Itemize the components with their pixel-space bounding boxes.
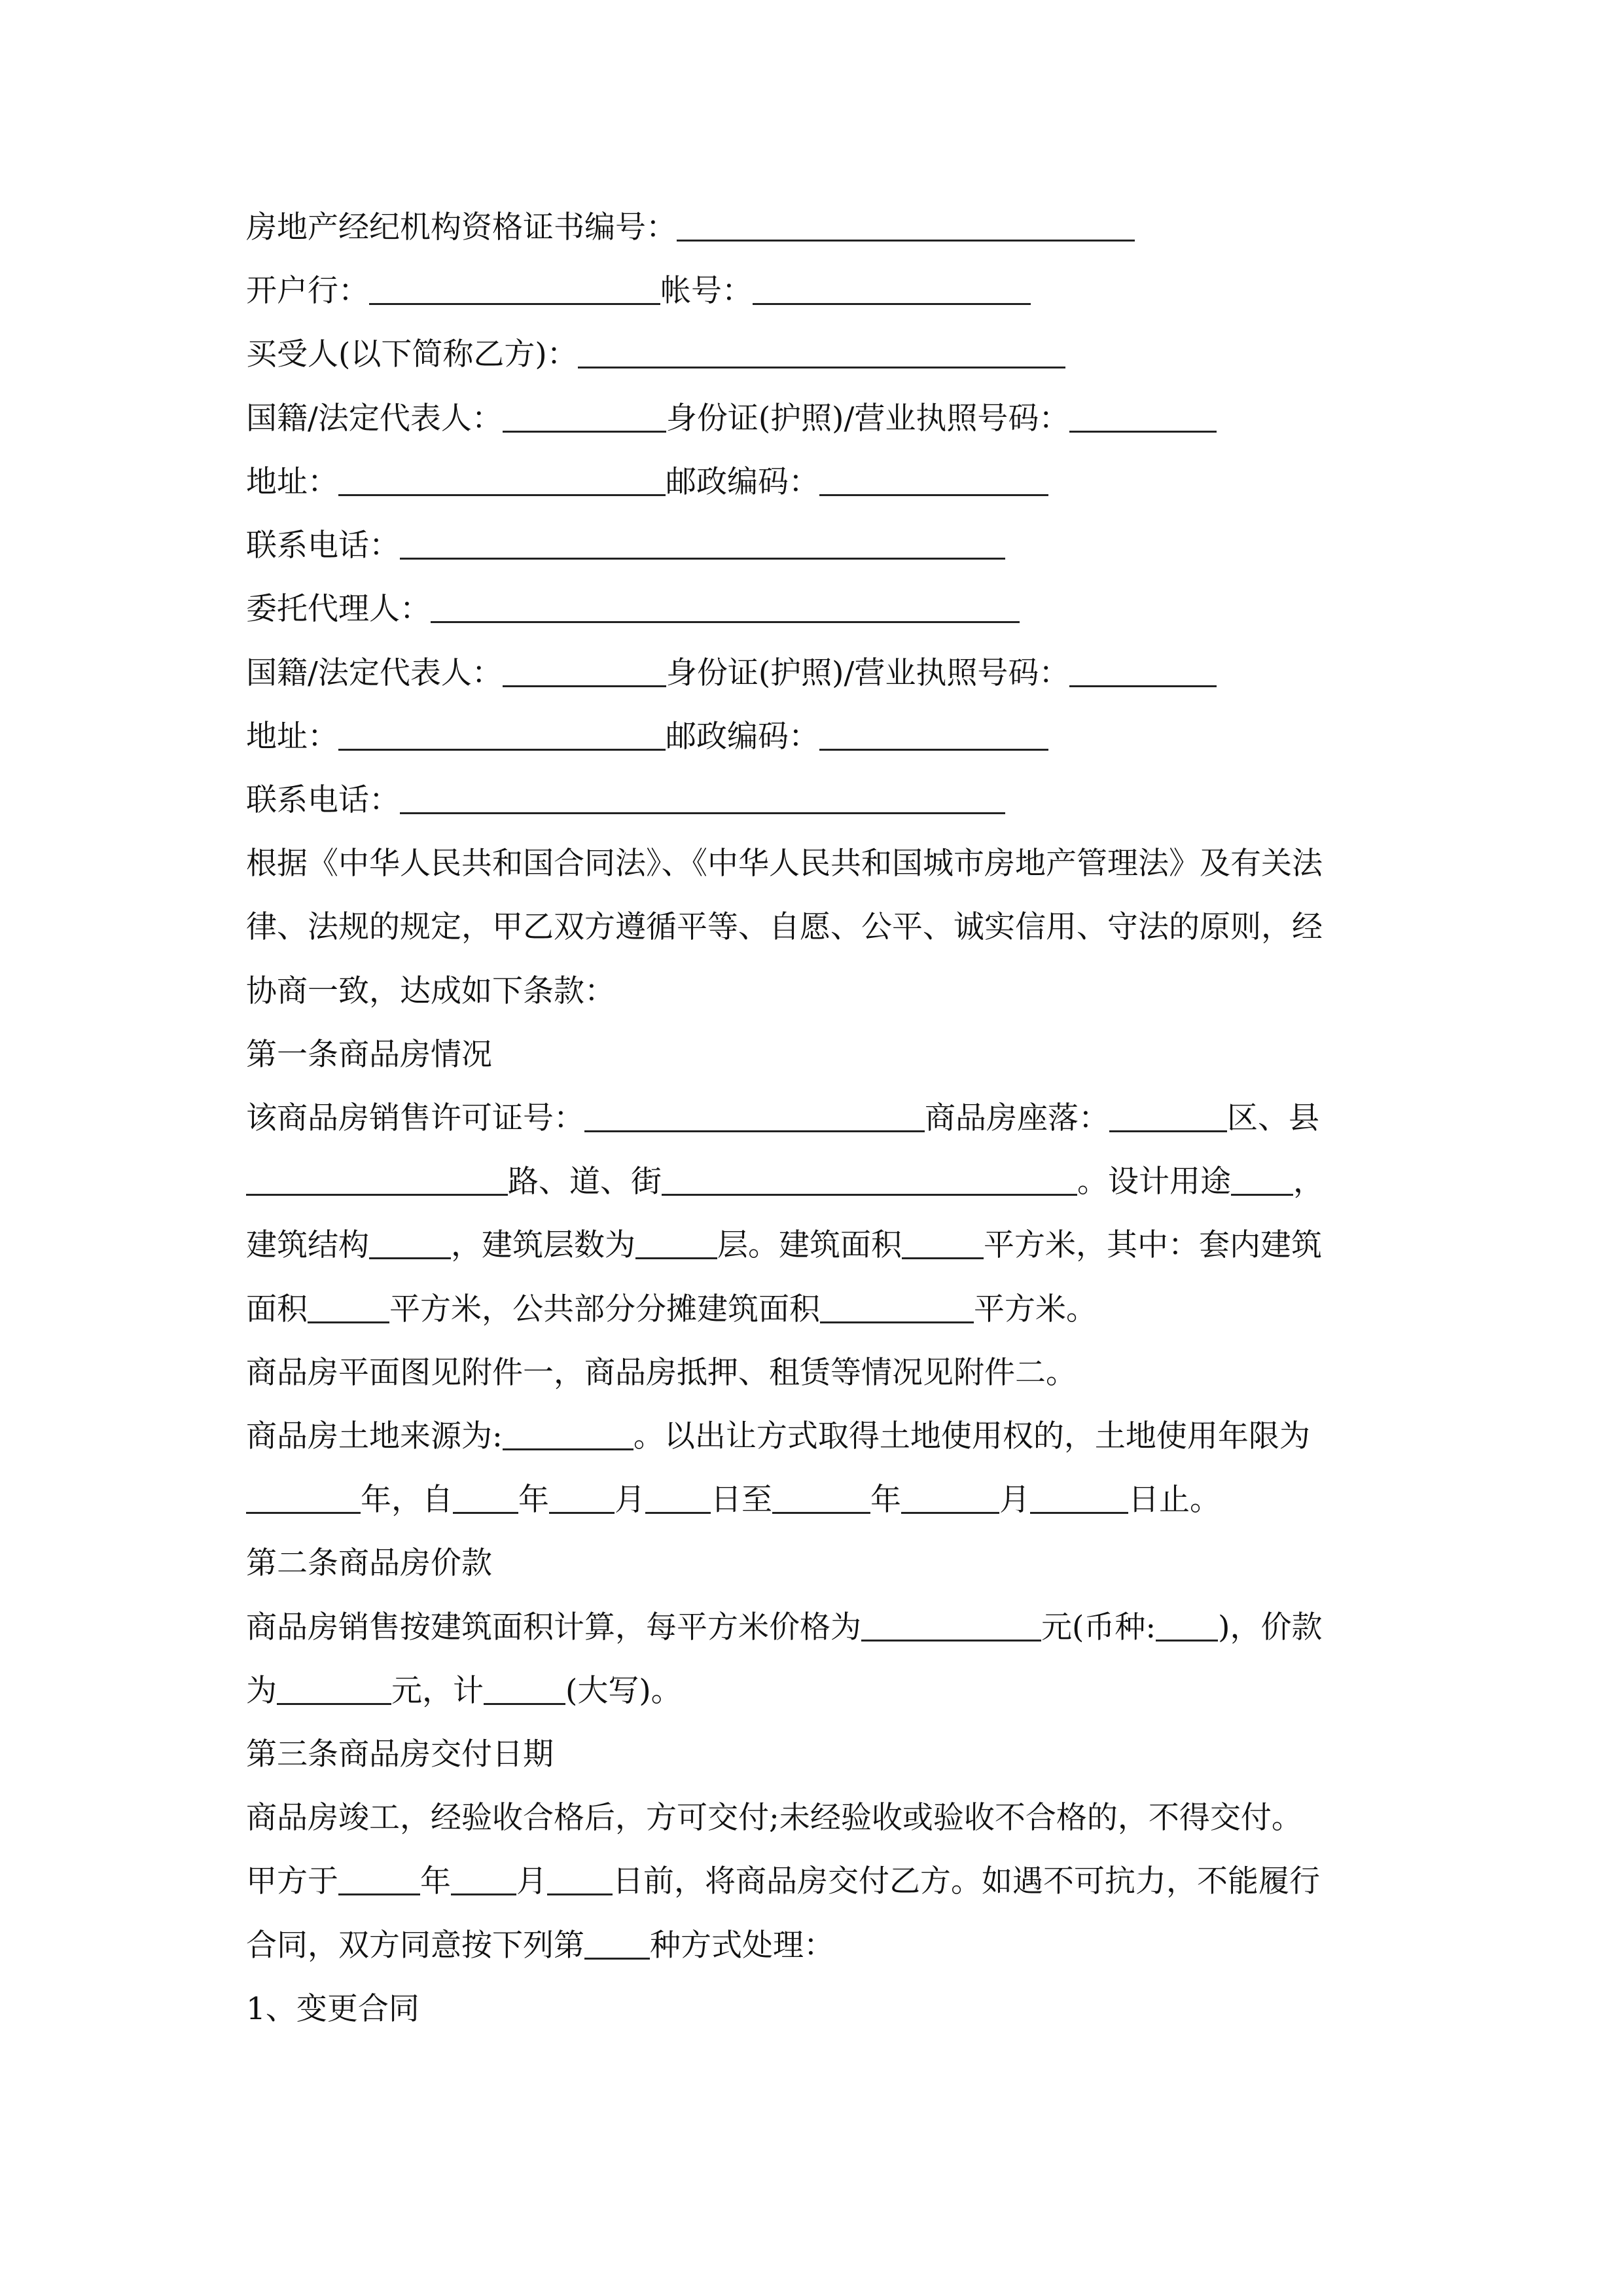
line-text: 协商一致，达成如下条款：: [246, 973, 615, 1009]
line-text: 帐号：: [660, 273, 753, 309]
line-text: 平方米，其中：套内建筑: [984, 1227, 1322, 1263]
text-line: [246, 590, 1378, 629]
line-text: 联系电话：: [246, 528, 400, 564]
line-text: 邮政编码：: [666, 464, 819, 500]
line-text: 日前，将商品房交付乙方。如遇不可抗力，不能履行: [613, 1863, 1320, 1899]
text-line: [246, 1417, 1378, 1456]
fill-in-blank[interactable]: [503, 656, 666, 687]
fill-in-blank[interactable]: [645, 1483, 711, 1514]
text-line: [246, 844, 1378, 884]
fill-in-blank[interactable]: [549, 1483, 615, 1514]
fill-in-blank[interactable]: [246, 1483, 361, 1514]
line-text: 路、道、街: [508, 1164, 662, 1200]
line-text: 为: [246, 1673, 277, 1709]
fill-in-blank[interactable]: [584, 1929, 650, 1960]
list-item: [246, 1990, 1378, 2029]
fill-in-blank[interactable]: [308, 1293, 389, 1323]
line-text: 1、变更合同: [246, 1991, 419, 2027]
line-text: 。以出让方式取得土地使用权的，土地使用年限为: [633, 1418, 1310, 1454]
fill-in-blank[interactable]: [1231, 1165, 1293, 1196]
line-text: 区、县: [1227, 1100, 1319, 1136]
line-text: 根据《中华人民共和国合同法》、《中华人民共和国城市房地产管理法》及有关法: [246, 846, 1323, 882]
text-line: [246, 1290, 1378, 1329]
line-text: 面积: [246, 1291, 308, 1327]
fill-in-blank[interactable]: [400, 783, 1005, 814]
text-line: [246, 1672, 1378, 1711]
line-text: 地址：: [246, 719, 338, 755]
line-text: 月: [615, 1482, 645, 1518]
line-text: 元，计: [391, 1673, 484, 1709]
fill-in-blank[interactable]: [484, 1674, 565, 1705]
fill-in-blank[interactable]: [503, 402, 666, 433]
line-text: 商品房座落：: [925, 1100, 1109, 1136]
section-heading: [246, 1035, 1378, 1075]
line-text: 国籍/法定代表人：: [246, 655, 503, 691]
line-text: 地址：: [246, 464, 338, 500]
line-text: 日止。: [1128, 1482, 1221, 1518]
fill-in-blank[interactable]: [662, 1165, 1077, 1196]
line-text: 委托代理人：: [246, 591, 431, 627]
fill-in-blank[interactable]: [578, 338, 1065, 368]
line-text: 合同，双方同意按下列第: [246, 1928, 584, 1964]
fill-in-blank[interactable]: [369, 1229, 451, 1259]
line-text: 开户行：: [246, 273, 369, 309]
fill-in-blank[interactable]: [547, 1865, 613, 1895]
text-line: [246, 781, 1378, 820]
fill-in-blank[interactable]: [431, 592, 1020, 623]
fill-in-blank[interactable]: [338, 465, 666, 496]
text-line: [246, 526, 1378, 565]
fill-in-blank[interactable]: [1030, 1483, 1128, 1514]
text-line: [246, 463, 1378, 502]
text-line: [246, 972, 1378, 1011]
line-text: 年: [518, 1482, 549, 1518]
line-text: 第三条商品房交付日期: [246, 1736, 554, 1772]
line-text: 月: [516, 1863, 547, 1899]
text-line: [246, 1799, 1378, 1838]
fill-in-blank[interactable]: [1069, 402, 1217, 433]
fill-in-blank[interactable]: [635, 1229, 717, 1259]
fill-in-blank[interactable]: [453, 1483, 518, 1514]
line-text: 月: [999, 1482, 1030, 1518]
text-line: [246, 654, 1378, 693]
text-line: [246, 1099, 1378, 1138]
fill-in-blank[interactable]: [338, 720, 666, 751]
fill-in-blank[interactable]: [1156, 1611, 1218, 1641]
fill-in-blank[interactable]: [338, 1865, 420, 1895]
fill-in-blank[interactable]: [451, 1865, 516, 1895]
text-line: [246, 1226, 1378, 1265]
line-text: 元(币种:: [1041, 1609, 1156, 1645]
text-line: [246, 1354, 1378, 1393]
line-text: 年: [870, 1482, 901, 1518]
line-text: 商品房土地来源为:: [246, 1418, 503, 1454]
line-text: 律、法规的规定，甲乙双方遵循平等、自愿、公平、诚实信用、守法的原则，经: [246, 909, 1323, 945]
line-text: 买受人(以下简称乙方)：: [246, 336, 578, 372]
fill-in-blank[interactable]: [503, 1420, 633, 1450]
text-line: [246, 1480, 1378, 1520]
section-heading: [246, 1544, 1378, 1583]
fill-in-blank[interactable]: [246, 1165, 508, 1196]
line-text: ，建筑层数为: [451, 1227, 635, 1263]
line-text: 甲方于: [246, 1863, 338, 1899]
line-text: 商品房竣工，经验收合格后，方可交付;未经验收或验收不合格的，不得交付。: [246, 1800, 1302, 1836]
line-text: (大写)。: [565, 1673, 682, 1709]
line-text: 第二条商品房价款: [246, 1545, 492, 1581]
fill-in-blank[interactable]: [1069, 656, 1217, 687]
line-text: 层。建筑面积: [717, 1227, 902, 1263]
line-text: 联系电话：: [246, 782, 400, 818]
line-text: 日至: [711, 1482, 772, 1518]
fill-in-blank[interactable]: [584, 1102, 925, 1132]
line-text: ，: [1293, 1164, 1324, 1200]
text-line: [246, 1162, 1378, 1202]
fill-in-blank[interactable]: [820, 1293, 974, 1323]
line-text: 年，自: [361, 1482, 453, 1518]
fill-in-blank[interactable]: [819, 720, 1048, 751]
text-line: [246, 717, 1378, 757]
line-text: 商品房平面图见附件一，商品房抵押、租赁等情况见附件二。: [246, 1355, 1077, 1391]
fill-in-blank[interactable]: [277, 1674, 391, 1705]
line-text: 房地产经纪机构资格证书编号：: [246, 209, 677, 245]
line-text: 身份证(护照)/营业执照号码：: [666, 401, 1070, 437]
section-heading: [246, 1735, 1378, 1774]
line-text: 身份证(护照)/营业执照号码：: [666, 655, 1070, 691]
line-text: 国籍/法定代表人：: [246, 401, 503, 437]
fill-in-blank[interactable]: [861, 1611, 1041, 1641]
text-line: [246, 1608, 1378, 1647]
fill-in-blank[interactable]: [369, 274, 660, 305]
line-text: 平方米。: [974, 1291, 1097, 1327]
text-line: [246, 1926, 1378, 1965]
line-text: 该商品房销售许可证号：: [246, 1100, 584, 1136]
fill-in-blank[interactable]: [400, 529, 1005, 560]
line-text: 平方米，公共部分分摊建筑面积: [389, 1291, 820, 1327]
fill-in-blank[interactable]: [753, 274, 1031, 305]
text-line: [246, 908, 1378, 947]
line-text: 商品房销售按建筑面积计算，每平方米价格为: [246, 1609, 861, 1645]
fill-in-blank[interactable]: [902, 1229, 984, 1259]
fill-in-blank[interactable]: [1109, 1102, 1227, 1132]
text-line: [246, 335, 1378, 374]
line-text: 。设计用途: [1077, 1164, 1231, 1200]
fill-in-blank[interactable]: [819, 465, 1048, 496]
fill-in-blank[interactable]: [677, 211, 1135, 242]
text-line: [246, 272, 1378, 311]
line-text: 年: [420, 1863, 451, 1899]
line-text: )，价款: [1218, 1609, 1323, 1645]
line-text: 种方式处理：: [650, 1928, 834, 1964]
text-line: [246, 399, 1378, 439]
line-text: 邮政编码：: [666, 719, 819, 755]
line-text: 建筑结构: [246, 1227, 369, 1263]
text-line: [246, 1862, 1378, 1901]
text-line: [246, 208, 1378, 247]
fill-in-blank[interactable]: [901, 1483, 999, 1514]
line-text: 第一条商品房情况: [246, 1037, 492, 1073]
fill-in-blank[interactable]: [772, 1483, 870, 1514]
